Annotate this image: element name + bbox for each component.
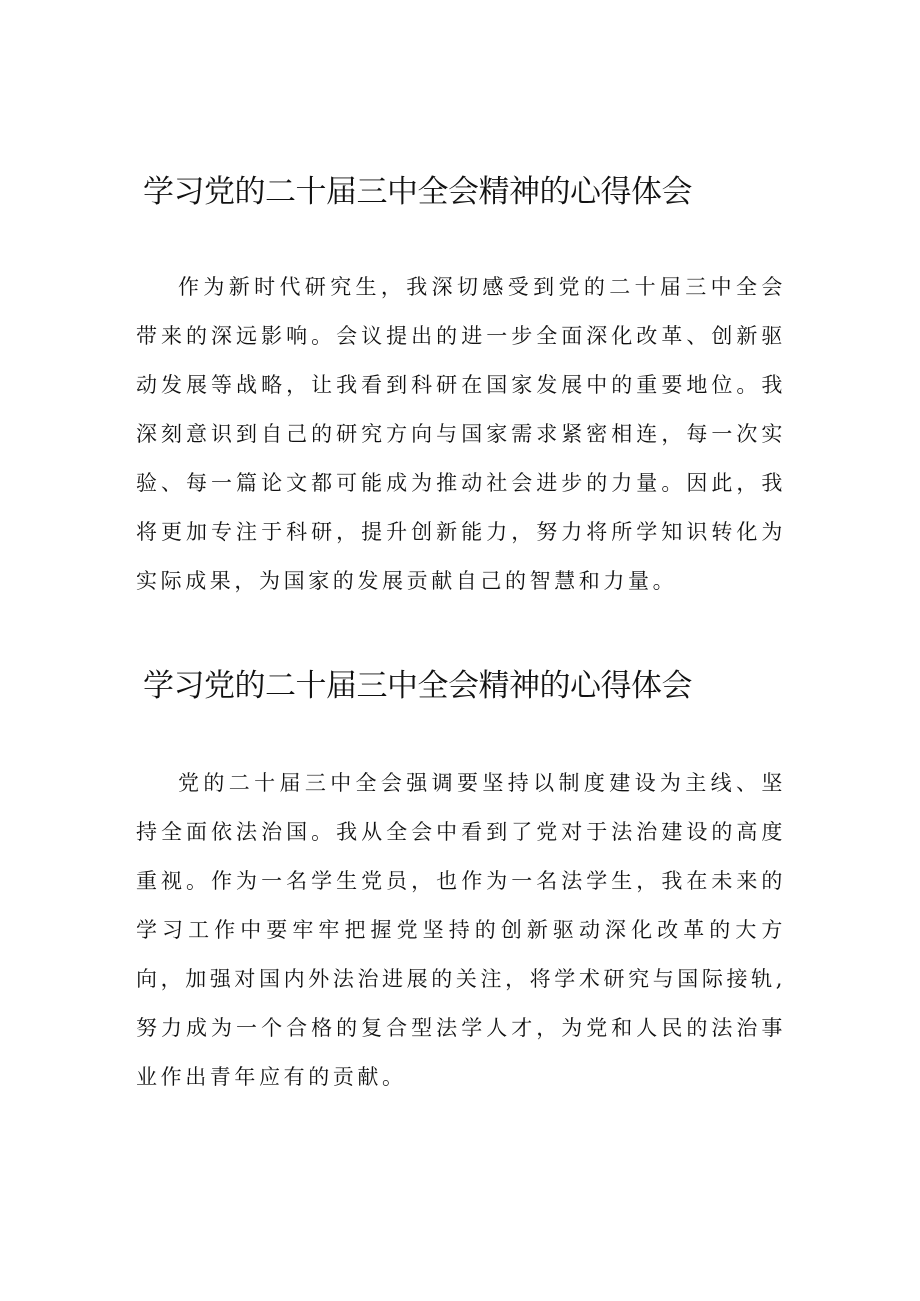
section-1-body: 作为新时代研究生，我深切感受到党的二十届三中全会带来的深远影响。会议提出的进一步全面深化改革、创新驱动发展等战略，让我看到科研在国家发展中的重要地位。我深刻意识到自己的研究方向与国家需求紧密相连，每一次实验、每一篇论文都可能成为推动社会进步的力量。因此，我将更加专注于科研，提升创新能力，努力将所学知识转化为实际成果，为国家的发展贡献自己的智慧和力量。 bbox=[136, 275, 786, 593]
section-2-body: 党的二十届三中全会强调要坚持以制度建设为主线、坚持全面依法治国。我从全会中看到了党对于法治建设的高度重视。作为一名学生党员，也作为一名法学生，我在未来的学习工作中要牢牢把握党坚持的创新驱动深化改革的大方向，加强对国内外法治进展的关注，将学术研究与国际接轨,努力成为一个合格的复合型法学人才，为党和人民的法治事业作出青年应有的贡献。 bbox=[136, 771, 786, 1089]
section-2-title: 学习党的二十届三中全会精神的心得体会 bbox=[143, 668, 692, 704]
section-1-title: 学习党的二十届三中全会精神的心得体会 bbox=[143, 174, 692, 210]
